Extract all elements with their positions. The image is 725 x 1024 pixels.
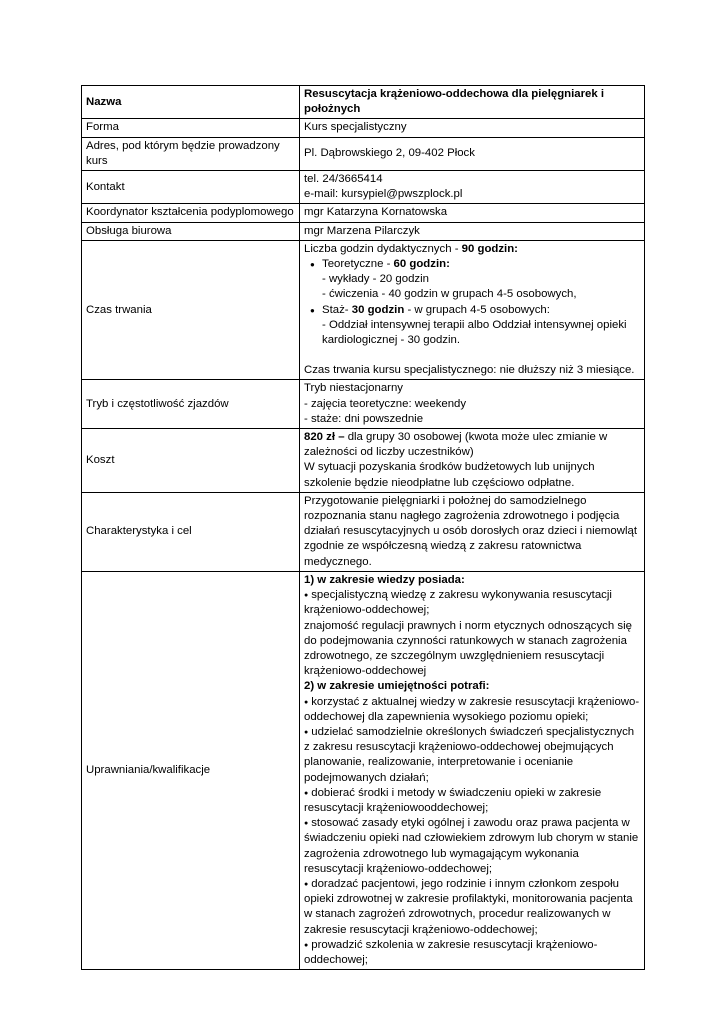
skills-item: ● dobierać środki i metody w świadczeniu opieki w zakresie resuscytacji krążeniowooddechowej; [304, 786, 641, 816]
contact-cell [300, 171, 645, 204]
contact-email: e-mail: kursypiel@pwszplock.pl [304, 188, 463, 201]
cost-price: 820 zł – dla grupy 30 osobowej (kwota może ulec zmianie w zależności od liczby uczestników) [304, 431, 608, 459]
duration-list [304, 303, 641, 318]
skills-item: ● stosować zasady etyki ogólnej i zawodu oraz prawa pacjenta w świadczeniu opieki nad człowiekiem zdrowym lub chorym w stanie zagrożenia zdrowotnego lub wymagającym wykonania resuscytacji krążeniowo-oddechowej; [304, 816, 641, 877]
mode-cell [300, 380, 645, 429]
row-label-goal: Charakterystyka i cel [82, 492, 300, 571]
knowledge-heading: 1) w zakresie wiedzy posiada: [304, 573, 465, 586]
row-label-contact: Kontakt [82, 171, 300, 204]
row-label-form: Forma [82, 119, 300, 137]
table-row [82, 204, 645, 222]
mode-line: Tryb niestacjonarny [304, 382, 403, 395]
coordinator-name: mgr Katarzyna Kornatowska [300, 204, 645, 222]
duration-lectures: - wykłady - 20 godzin [322, 273, 429, 286]
list-item: ● Staż- 30 godzin - w grupach 4-5 osobowych: [322, 303, 641, 318]
goal-text: Przygotowanie pielęgniarki i położnej do samodzielnego rozpoznania stanu nagłego zagrożenia zdrowotnego i podjęcia działań resuscytacyjnych u osób dorosłych oraz dzieci i niemowląt zgodnie ze współczesną wiedzą z zakresu ratownictwa medycznego. [300, 492, 645, 571]
skills-heading: 2) w zakresie umiejętności potrafi: [304, 680, 490, 693]
table-row [82, 240, 645, 380]
row-label-address: Adres, pod którym będzie prowadzony kurs [82, 137, 300, 170]
table-row [82, 119, 645, 137]
row-label-mode: Tryb i częstotliwość zjazdów [82, 380, 300, 429]
cost-cell [300, 429, 645, 493]
list-item: ● Teoretyczne - 60 godzin: [322, 257, 641, 272]
contact-phone: tel. 24/3665414 [304, 173, 383, 186]
skills-item: ● korzystać z aktualnej wiedzy w zakresie resuscytacji krążeniowo-oddechowej dla zapewnienia wysokiego poziomu opieki; [304, 695, 641, 725]
course-form: Kurs specjalistyczny [300, 119, 645, 137]
table-row [82, 492, 645, 571]
duration-max: Czas trwania kursu specjalistycznego: nie dłuższy niż 3 miesiące. [304, 364, 635, 377]
table-row [82, 222, 645, 240]
duration-total: Liczba godzin dydaktycznych - 90 godzin: [304, 242, 518, 255]
course-name: Resuscytacja krążeniowo-oddechowa dla pielęgniarek i położnych [300, 86, 645, 119]
row-label-cost: Koszt [82, 429, 300, 493]
mode-line: - staże: dni powszednie [304, 412, 424, 425]
mode-line: - zajęcia teoretyczne: weekendy [304, 397, 467, 410]
duration-cell [300, 240, 645, 380]
table-row [82, 137, 645, 170]
table-row [82, 429, 645, 493]
duration-exercises: - ćwiczenia - 40 godzin w grupach 4-5 osobowych, [322, 288, 577, 301]
skills-item: ● doradzać pacjentowi, jego rodzinie i innym członkom zespołu opieki zdrowotnej w zakresie profilaktyki, monitorowania pacjenta w stanach zagrożeń zdrowotnych, procedur realizowanych w zakresie resuscytacji krążeniowo-oddechowej; [304, 877, 641, 938]
table-row [82, 380, 645, 429]
course-info-table [81, 85, 645, 970]
row-label-qualifications: Uprawniania/kwalifikacje [82, 571, 300, 969]
course-address: Pl. Dąbrowskiego 2, 09-402 Płock [300, 137, 645, 170]
knowledge-item: znajomość regulacji prawnych i norm etycznych odnoszących się do podejmowania czynności ratunkowych w stanach zagrożenia zdrowotnego, ze szczególnym uwzględnieniem resuscytacji krążeniowo-oddechowej [304, 619, 632, 678]
cost-funding: W sytuacji pozyskania środków budżetowych lub unijnych szkolenie będzie nieodpłatne lub częściowo odpłatne. [304, 461, 595, 489]
row-label-name: Nazwa [82, 86, 300, 119]
row-label-office: Obsługa biurowa [82, 222, 300, 240]
office-name: mgr Marzena Pilarczyk [300, 222, 645, 240]
qualifications-cell [300, 571, 645, 969]
skills-item: ● udzielać samodzielnie określonych świadczeń specjalistycznych z zakresu resuscytacji krążeniowo-oddechowej obejmujących planowanie, realizowanie, interpretowanie i ocenianie podejmowanych działań; [304, 725, 641, 786]
table-row [82, 571, 645, 969]
duration-list [304, 257, 641, 272]
row-label-duration: Czas trwania [82, 240, 300, 380]
row-label-coordinator: Koordynator kształcenia podyplomowego [82, 204, 300, 222]
duration-internship-detail: - Oddział intensywnej terapii albo Oddział intensywnej opieki kardiologicznej - 30 godzin. [322, 318, 627, 347]
table-row [82, 86, 645, 119]
knowledge-item: ● specjalistyczną wiedzę z zakresu wykonywania resuscytacji krążeniowo-oddechowej; [304, 588, 641, 618]
skills-item: ● prowadzić szkolenia w zakresie resuscytacji krążeniowo-oddechowej; [304, 938, 641, 968]
table-row [82, 171, 645, 204]
